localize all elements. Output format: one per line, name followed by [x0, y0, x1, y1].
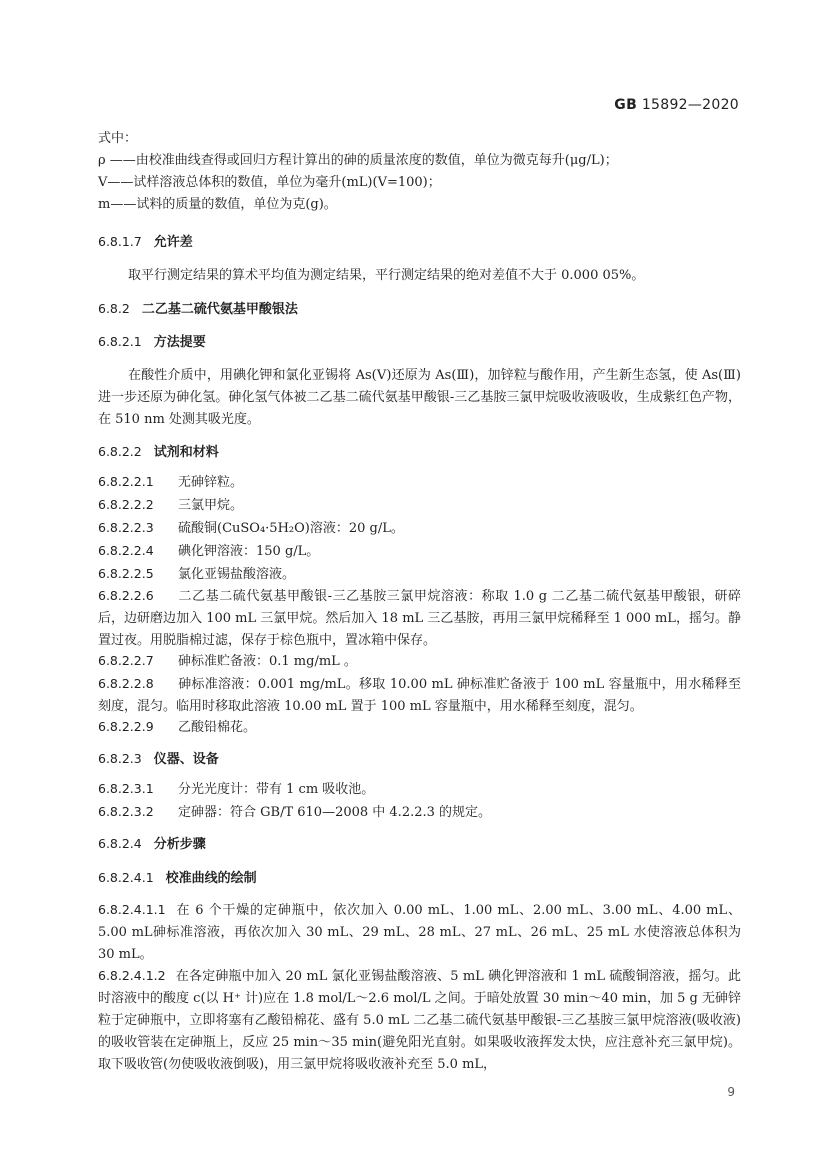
section-title: 试剂和材料: [153, 445, 219, 460]
legend-item-m: m——试料的质量的数值，单位为克(g)。: [98, 197, 337, 212]
item-number: 6.8.2.4.1.2: [98, 968, 166, 983]
page-number: 9: [727, 1085, 735, 1099]
item-text: 无砷锌粒。: [178, 475, 244, 490]
item-text: 碘化钾溶液：150 g/L。: [178, 544, 320, 559]
item-text: 乙酸铅棉花。: [178, 720, 257, 735]
section-heading: [98, 299, 298, 320]
item-text: 在各定砷瓶中加入 20 mL 氯化亚锡盐酸溶液、5 mL 碘化钾溶液和 1 mL 硫酸铜溶液，摇匀。此时溶液中的酸度 c(以 H⁺ 计)应在 1.8 mol/L～2.6 mol/L 之间。于暗处放置 30 min～40 min，加 5 g 无砷锌粒于定砷瓶中，立即将塞有乙酸铅棉花、盛有 5.0 mL 二乙基二硫代氨基甲酸银-三乙基胺三氯甲烷溶液(吸收液)的吸收管装在定砷瓶上，反应 25 min～35 min(避免阳光直射。如果吸收液挥发太快，应注意补充三氯甲烷)。取下吸收管(勿使吸收液倒吸)，用三氯甲烷将吸收液补充至 5.0 mL，: [98, 969, 741, 1072]
item-text: 氯化亚锡盐酸溶液。: [178, 567, 296, 582]
legend-intro: 式中：: [98, 131, 138, 146]
list-item: [98, 540, 741, 563]
list-item: [98, 965, 741, 1076]
item-number: 6.8.2.2.2: [98, 497, 154, 512]
section-number: 6.8.2.4: [98, 836, 142, 851]
list-item: [98, 471, 741, 494]
item-text: 三氯甲烷。: [178, 498, 244, 513]
principle-paragraph: 在酸性介质中，用碘化钾和氯化亚锡将 As(Ⅴ)还原为 As(Ⅲ)，加锌粒与酸作用，产生新生态氢，使 As(Ⅲ)进一步还原为砷化氢。砷化氢气体被二乙基二硫代氨基甲酸银-三乙基胺三氯甲烷吸收液吸收，生成紫红色产物，在 510 nm 处测其吸光度。: [98, 368, 741, 427]
item-text: 在 6 个干燥的定砷瓶中，依次加入 0.00 mL、1.00 mL、2.00 mL、3.00 mL、4.00 mL、5.00 mL砷标准溶液，再依次加入 30 mL、29 mL、28 mL、27 mL、26 mL、25 mL 水使溶液总体积为 30 mL。: [98, 903, 741, 962]
section-title: 校准曲线的绘制: [165, 871, 257, 886]
list-item: [98, 673, 741, 718]
list-item: [98, 801, 741, 824]
item-text: 砷标准贮备液：0.1 mg/mL 。: [178, 654, 357, 669]
item-number: 6.8.2.4.1.1: [98, 902, 166, 917]
section-heading: [98, 834, 206, 855]
legend-item-v: V——试样溶液总体积的数值，单位为毫升(mL)(V=100)；: [98, 175, 441, 190]
item-number: 6.8.2.2.9: [98, 719, 154, 734]
list-item: [98, 563, 741, 586]
item-number: 6.8.2.3.2: [98, 804, 154, 819]
section-number: 6.8.2.4.1: [98, 870, 154, 885]
item-number: 6.8.2.2.6: [98, 588, 154, 603]
list-item: [98, 716, 741, 739]
section-title: 二乙基二硫代氨基甲酸银法: [141, 302, 298, 317]
item-number: 6.8.2.3.1: [98, 781, 154, 796]
legend-item-rho: ρ ——由校准曲线查得或回归方程计算出的砷的质量浓度的数值，单位为微克每升(μg/L)；: [98, 153, 618, 168]
section-heading: [98, 749, 219, 770]
item-number: 6.8.2.2.4: [98, 543, 154, 558]
list-item: [98, 585, 741, 652]
section-title: 仪器、设备: [153, 752, 219, 767]
section-title: 分析步骤: [153, 837, 206, 852]
list-item: [98, 494, 741, 517]
formula-legend: [98, 128, 741, 216]
item-text: 分光光度计：带有 1 cm 吸收池。: [178, 782, 375, 797]
item-number: 6.8.2.2.5: [98, 566, 154, 581]
section-title: 允许差: [153, 235, 193, 250]
section-number: 6.8.2: [98, 301, 130, 316]
section-number: 6.8.2.2: [98, 444, 142, 459]
list-item: [98, 517, 741, 540]
section-title: 方法提要: [153, 335, 206, 350]
item-text: 定砷器：符合 GB/T 610—2008 中 4.2.2.3 的规定。: [178, 805, 492, 820]
section-heading: [98, 868, 257, 889]
section-heading: [98, 442, 219, 463]
item-number: 6.8.2.2.1: [98, 474, 154, 489]
item-number: 6.8.2.2.7: [98, 653, 154, 668]
item-text: 硫酸铜(CuSO₄·5H₂O)溶液：20 g/L。: [178, 521, 404, 536]
standard-prefix: GB: [614, 97, 638, 113]
item-text: 砷标准溶液：0.001 mg/mL。移取 10.00 mL 砷标准贮备液于 100 mL 容量瓶中，用水稀释至刻度，混匀。临用时移取此溶液 10.00 mL 置于 100 mL 容量瓶中，用水稀释至刻度，混匀。: [98, 677, 741, 714]
item-number: 6.8.2.2.8: [98, 676, 154, 691]
list-item: [98, 899, 741, 966]
tolerance-paragraph: 取平行测定结果的算术平均值为测定结果，平行测定结果的绝对差值不大于 0.000 05%。: [128, 268, 645, 283]
standard-number: [614, 97, 739, 113]
list-item: [98, 778, 741, 801]
standard-code: 15892—2020: [641, 97, 739, 113]
section-number: 6.8.1.7: [98, 234, 142, 249]
section-number: 6.8.2.3: [98, 751, 142, 766]
list-item: [98, 650, 741, 673]
section-heading: [98, 232, 193, 253]
section-number: 6.8.2.1: [98, 334, 142, 349]
item-number: 6.8.2.2.3: [98, 520, 154, 535]
item-text: 二乙基二硫代氨基甲酸银-三乙基胺三氯甲烷溶液：称取 1.0 g 二乙基二硫代氨基甲酸银，研碎后，边研磨边加入 100 mL 三氯甲烷。然后加入 18 mL 三乙基胺，再用三氯甲烷稀释至 1 000 mL，摇匀。静置过夜。用脱脂棉过滤，保存于棕色瓶中，置冰箱中保存。: [98, 589, 741, 648]
section-heading: [98, 332, 206, 353]
